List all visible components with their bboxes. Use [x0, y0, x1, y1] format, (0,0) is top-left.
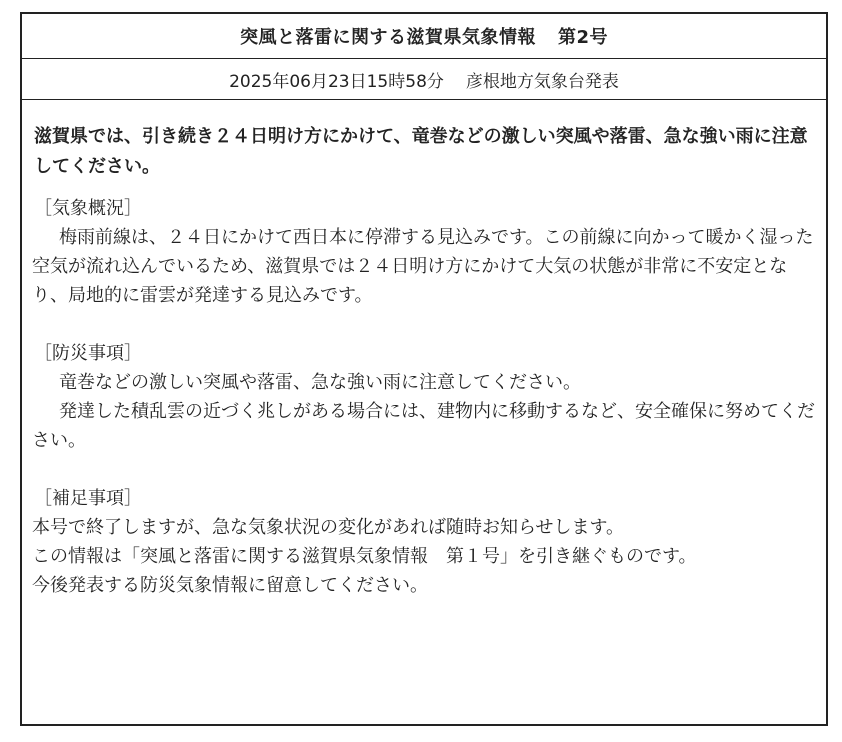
headline: 滋賀県では、引き続き２４日明け方にかけて、竜巻などの激しい突風や落雷、急な強い雨に注意してください。 — [34, 126, 808, 177]
section-title-disaster-prevention: ［防災事項］ — [34, 343, 142, 364]
weather-info-document — [20, 12, 828, 726]
document-body — [22, 100, 826, 600]
issued-datetime: 2025年06月23日15時58分 — [229, 71, 444, 92]
disaster-prevention-paragraph: 発達した積乱雲の近づく兆しがある場合には、建物内に移動するなど、安全確保に努めてください。 — [32, 401, 815, 451]
supplementary-paragraph: 本号で終了しますが、急な気象状況の変化があれば随時お知らせします。 — [32, 517, 625, 538]
supplementary-paragraph: 今後発表する防災気象情報に留意してください。 — [32, 575, 428, 596]
issued-row — [22, 59, 826, 100]
section-title-overview: ［気象概況］ — [34, 198, 142, 219]
supplementary-paragraph: この情報は「突風と落雷に関する滋賀県気象情報 第１号」を引き継ぐものです。 — [32, 546, 697, 567]
document-title-row — [22, 14, 826, 59]
issuer: 彦根地方気象台発表 — [465, 71, 619, 92]
overview-paragraph: 梅雨前線は、２４日にかけて西日本に停滞する見込みです。この前線に向かって暖かく湿った空気が流れ込んでいるため、滋賀県では２４日明け方にかけて大気の状態が非常に不安定となり、局地的に雷雲が発達する見込みです。 — [32, 227, 814, 306]
issue-number: 第2号 — [557, 27, 609, 48]
section-title-supplementary: ［補足事項］ — [34, 488, 142, 509]
document-title: 突風と落雷に関する滋賀県気象情報 — [239, 27, 536, 48]
disaster-prevention-paragraph: 竜巻などの激しい突風や落雷、急な強い雨に注意してください。 — [59, 372, 581, 393]
